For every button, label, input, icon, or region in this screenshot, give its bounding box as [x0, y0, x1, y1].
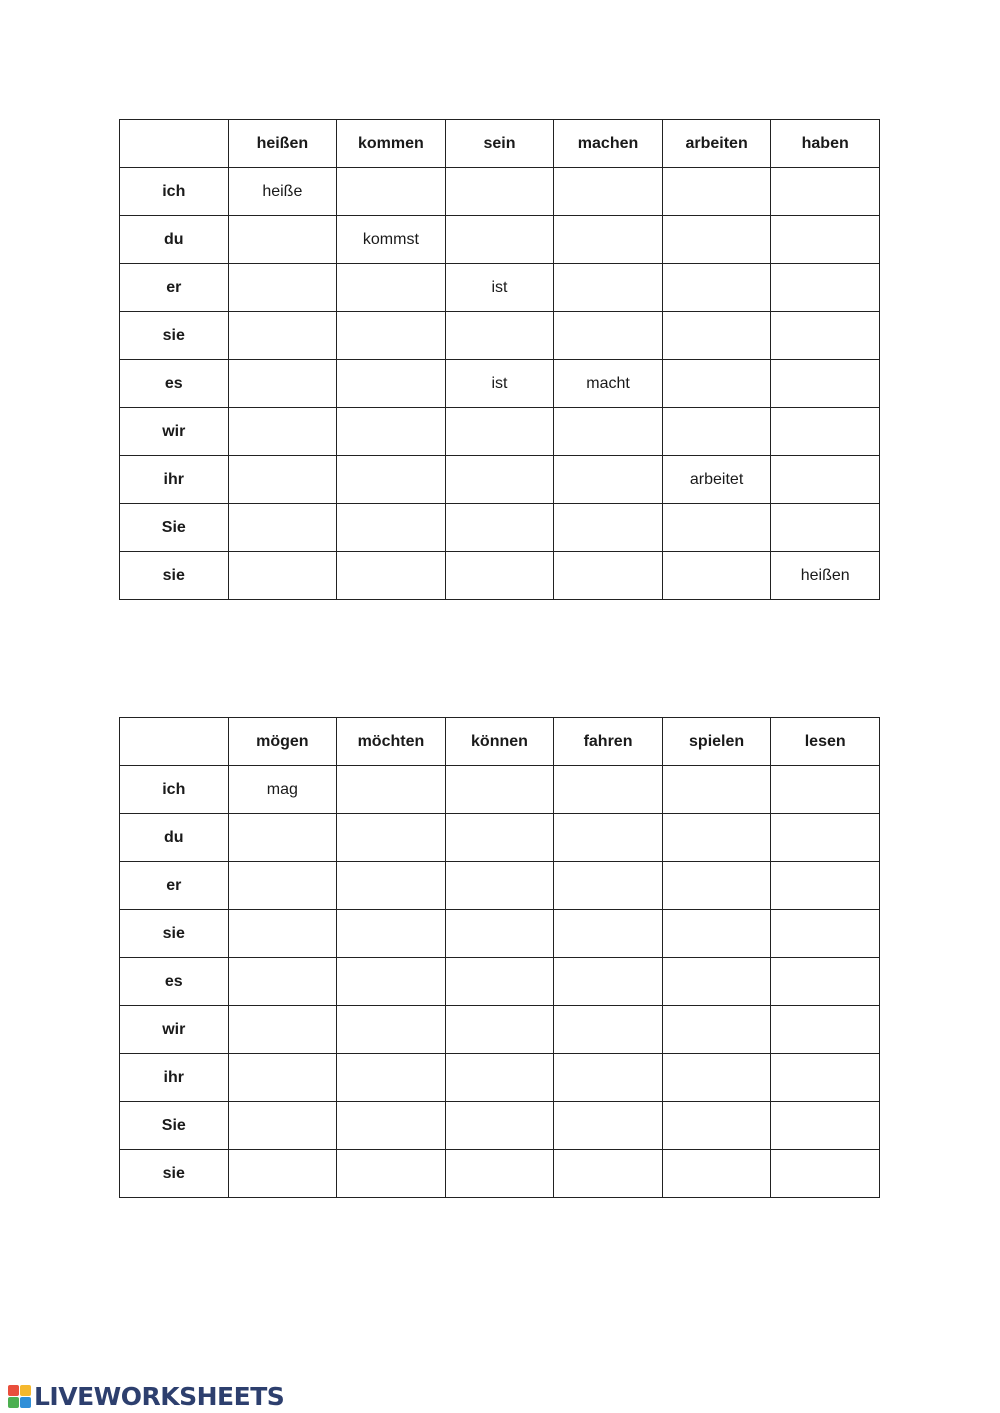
- answer-cell[interactable]: [228, 360, 337, 408]
- answer-cell[interactable]: [554, 552, 663, 600]
- table-header-cell: mögen: [228, 718, 337, 766]
- answer-cell[interactable]: [445, 408, 554, 456]
- answer-cell[interactable]: [662, 216, 771, 264]
- answer-cell[interactable]: [771, 264, 880, 312]
- answer-cell[interactable]: [445, 504, 554, 552]
- logo-square: [20, 1385, 31, 1396]
- table-row: [120, 910, 880, 958]
- table-header-cell: möchten: [337, 718, 446, 766]
- pronoun-cell: wir: [120, 1006, 229, 1054]
- answer-cell[interactable]: [554, 408, 663, 456]
- pronoun-cell: sie: [120, 910, 229, 958]
- answer-cell[interactable]: [228, 814, 337, 862]
- answer-cell[interactable]: [337, 312, 446, 360]
- answer-cell[interactable]: [337, 1102, 446, 1150]
- answer-cell[interactable]: [337, 1054, 446, 1102]
- table-row: [120, 958, 880, 1006]
- table-row: [120, 862, 880, 910]
- answer-cell[interactable]: [228, 1054, 337, 1102]
- table-row: [120, 216, 880, 264]
- pronoun-cell: ich: [120, 766, 229, 814]
- answer-cell[interactable]: [554, 504, 663, 552]
- table-header-cell: lesen: [771, 718, 880, 766]
- answer-cell[interactable]: [662, 360, 771, 408]
- table-row: [120, 408, 880, 456]
- table-row: [120, 504, 880, 552]
- answer-cell[interactable]: [554, 1102, 663, 1150]
- answer-cell[interactable]: [337, 766, 446, 814]
- logo-square: [8, 1385, 19, 1396]
- answer-cell[interactable]: [445, 1150, 554, 1198]
- answer-cell[interactable]: [771, 360, 880, 408]
- answer-cell[interactable]: [445, 552, 554, 600]
- answer-cell[interactable]: [337, 1006, 446, 1054]
- answer-cell[interactable]: [228, 408, 337, 456]
- answer-cell[interactable]: [445, 814, 554, 862]
- answer-cell[interactable]: heißen: [771, 552, 880, 600]
- answer-cell[interactable]: [771, 312, 880, 360]
- answer-cell[interactable]: arbeitet: [662, 456, 771, 504]
- verb-table-2: [119, 717, 880, 1198]
- answer-cell[interactable]: [771, 814, 880, 862]
- answer-cell[interactable]: [771, 1150, 880, 1198]
- answer-cell[interactable]: [445, 312, 554, 360]
- answer-cell[interactable]: [662, 552, 771, 600]
- answer-cell[interactable]: [771, 168, 880, 216]
- answer-cell[interactable]: [554, 264, 663, 312]
- table-row: [120, 1150, 880, 1198]
- table-row: [120, 360, 880, 408]
- table-header-cell: machen: [554, 120, 663, 168]
- answer-cell[interactable]: [662, 1102, 771, 1150]
- table-header-cell: heißen: [228, 120, 337, 168]
- answer-cell[interactable]: [771, 216, 880, 264]
- table-header-row: [120, 718, 880, 766]
- answer-cell[interactable]: [445, 1102, 554, 1150]
- answer-cell[interactable]: [662, 504, 771, 552]
- answer-cell[interactable]: [228, 456, 337, 504]
- answer-cell[interactable]: [554, 814, 663, 862]
- answer-cell[interactable]: [337, 456, 446, 504]
- table-row: [120, 814, 880, 862]
- table-header-cell: haben: [771, 120, 880, 168]
- answer-cell[interactable]: [337, 360, 446, 408]
- table-row: [120, 766, 880, 814]
- answer-cell[interactable]: [771, 958, 880, 1006]
- answer-cell[interactable]: [445, 766, 554, 814]
- answer-cell[interactable]: [337, 552, 446, 600]
- answer-cell[interactable]: [662, 264, 771, 312]
- pronoun-cell: es: [120, 360, 229, 408]
- answer-cell[interactable]: macht: [554, 360, 663, 408]
- table-row: [120, 456, 880, 504]
- answer-cell[interactable]: [228, 552, 337, 600]
- table-row: [120, 264, 880, 312]
- answer-cell[interactable]: [771, 1054, 880, 1102]
- answer-cell[interactable]: [662, 1150, 771, 1198]
- answer-cell[interactable]: [228, 862, 337, 910]
- answer-cell[interactable]: [228, 504, 337, 552]
- answer-cell[interactable]: [662, 910, 771, 958]
- pronoun-cell: du: [120, 814, 229, 862]
- answer-cell[interactable]: [228, 1102, 337, 1150]
- answer-cell[interactable]: kommst: [337, 216, 446, 264]
- answer-cell[interactable]: [554, 1150, 663, 1198]
- answer-cell[interactable]: heiße: [228, 168, 337, 216]
- answer-cell[interactable]: [445, 910, 554, 958]
- liveworksheets-logo-icon: [8, 1385, 31, 1408]
- answer-cell[interactable]: [554, 312, 663, 360]
- answer-cell[interactable]: [337, 408, 446, 456]
- answer-cell[interactable]: [771, 456, 880, 504]
- answer-cell[interactable]: [554, 216, 663, 264]
- answer-cell[interactable]: [228, 1150, 337, 1198]
- pronoun-cell: ihr: [120, 456, 229, 504]
- pronoun-cell: Sie: [120, 504, 229, 552]
- answer-cell[interactable]: [554, 958, 663, 1006]
- pronoun-cell: er: [120, 862, 229, 910]
- table-row: [120, 168, 880, 216]
- table-header-cell: kommen: [337, 120, 446, 168]
- answer-cell[interactable]: [228, 264, 337, 312]
- answer-cell[interactable]: [662, 1006, 771, 1054]
- answer-cell[interactable]: [662, 408, 771, 456]
- pronoun-cell: es: [120, 958, 229, 1006]
- pronoun-cell: ihr: [120, 1054, 229, 1102]
- answer-cell[interactable]: [662, 1054, 771, 1102]
- pronoun-cell: ich: [120, 168, 229, 216]
- table-row: [120, 1006, 880, 1054]
- answer-cell[interactable]: [445, 456, 554, 504]
- logo-square: [20, 1397, 31, 1408]
- answer-cell[interactable]: [771, 408, 880, 456]
- answer-cell[interactable]: [228, 312, 337, 360]
- table-header-cell: arbeiten: [662, 120, 771, 168]
- answer-cell[interactable]: [228, 910, 337, 958]
- table-row: [120, 552, 880, 600]
- answer-cell[interactable]: [445, 862, 554, 910]
- answer-cell[interactable]: [337, 168, 446, 216]
- answer-cell[interactable]: [228, 216, 337, 264]
- answer-cell[interactable]: [662, 958, 771, 1006]
- table-header-row: [120, 120, 880, 168]
- table-header-cell: spielen: [662, 718, 771, 766]
- answer-cell[interactable]: [662, 312, 771, 360]
- table-header-cell: fahren: [554, 718, 663, 766]
- answer-cell[interactable]: [445, 168, 554, 216]
- answer-cell[interactable]: [771, 766, 880, 814]
- pronoun-cell: er: [120, 264, 229, 312]
- answer-cell[interactable]: [554, 456, 663, 504]
- table-header-cell: [120, 718, 229, 766]
- answer-cell[interactable]: [337, 264, 446, 312]
- answer-cell[interactable]: [554, 1054, 663, 1102]
- answer-cell[interactable]: [554, 766, 663, 814]
- table-row: [120, 1102, 880, 1150]
- answer-cell[interactable]: [554, 1006, 663, 1054]
- answer-cell[interactable]: [337, 814, 446, 862]
- answer-cell[interactable]: [445, 958, 554, 1006]
- pronoun-cell: sie: [120, 312, 229, 360]
- answer-cell[interactable]: [228, 1006, 337, 1054]
- answer-cell[interactable]: [554, 862, 663, 910]
- table-header-cell: sein: [445, 120, 554, 168]
- answer-cell[interactable]: [228, 958, 337, 1006]
- answer-cell[interactable]: [771, 1102, 880, 1150]
- answer-cell[interactable]: [337, 910, 446, 958]
- pronoun-cell: wir: [120, 408, 229, 456]
- pronoun-cell: du: [120, 216, 229, 264]
- answer-cell[interactable]: [337, 862, 446, 910]
- answer-cell[interactable]: [554, 910, 663, 958]
- answer-cell[interactable]: mag: [228, 766, 337, 814]
- table-row: [120, 312, 880, 360]
- answer-cell[interactable]: [662, 766, 771, 814]
- answer-cell[interactable]: [662, 814, 771, 862]
- pronoun-cell: Sie: [120, 1102, 229, 1150]
- answer-cell[interactable]: [337, 1150, 446, 1198]
- answer-cell[interactable]: [771, 910, 880, 958]
- answer-cell[interactable]: [662, 862, 771, 910]
- liveworksheets-logo[interactable]: [8, 1381, 284, 1411]
- table-header-cell: können: [445, 718, 554, 766]
- answer-cell[interactable]: [554, 168, 663, 216]
- answer-cell[interactable]: [771, 504, 880, 552]
- table-row: [120, 1054, 880, 1102]
- answer-cell[interactable]: ist: [445, 360, 554, 408]
- answer-cell[interactable]: [445, 216, 554, 264]
- answer-cell[interactable]: [337, 504, 446, 552]
- answer-cell[interactable]: ist: [445, 264, 554, 312]
- answer-cell[interactable]: [445, 1006, 554, 1054]
- answer-cell[interactable]: [445, 1054, 554, 1102]
- pronoun-cell: sie: [120, 1150, 229, 1198]
- answer-cell[interactable]: [771, 862, 880, 910]
- pronoun-cell: sie: [120, 552, 229, 600]
- verb-table-1: [119, 119, 880, 600]
- logo-square: [8, 1397, 19, 1408]
- answer-cell[interactable]: [662, 168, 771, 216]
- answer-cell[interactable]: [337, 958, 446, 1006]
- table-header-cell: [120, 120, 229, 168]
- answer-cell[interactable]: [771, 1006, 880, 1054]
- logo-text: LIVEWORKSHEETS: [34, 1381, 285, 1411]
